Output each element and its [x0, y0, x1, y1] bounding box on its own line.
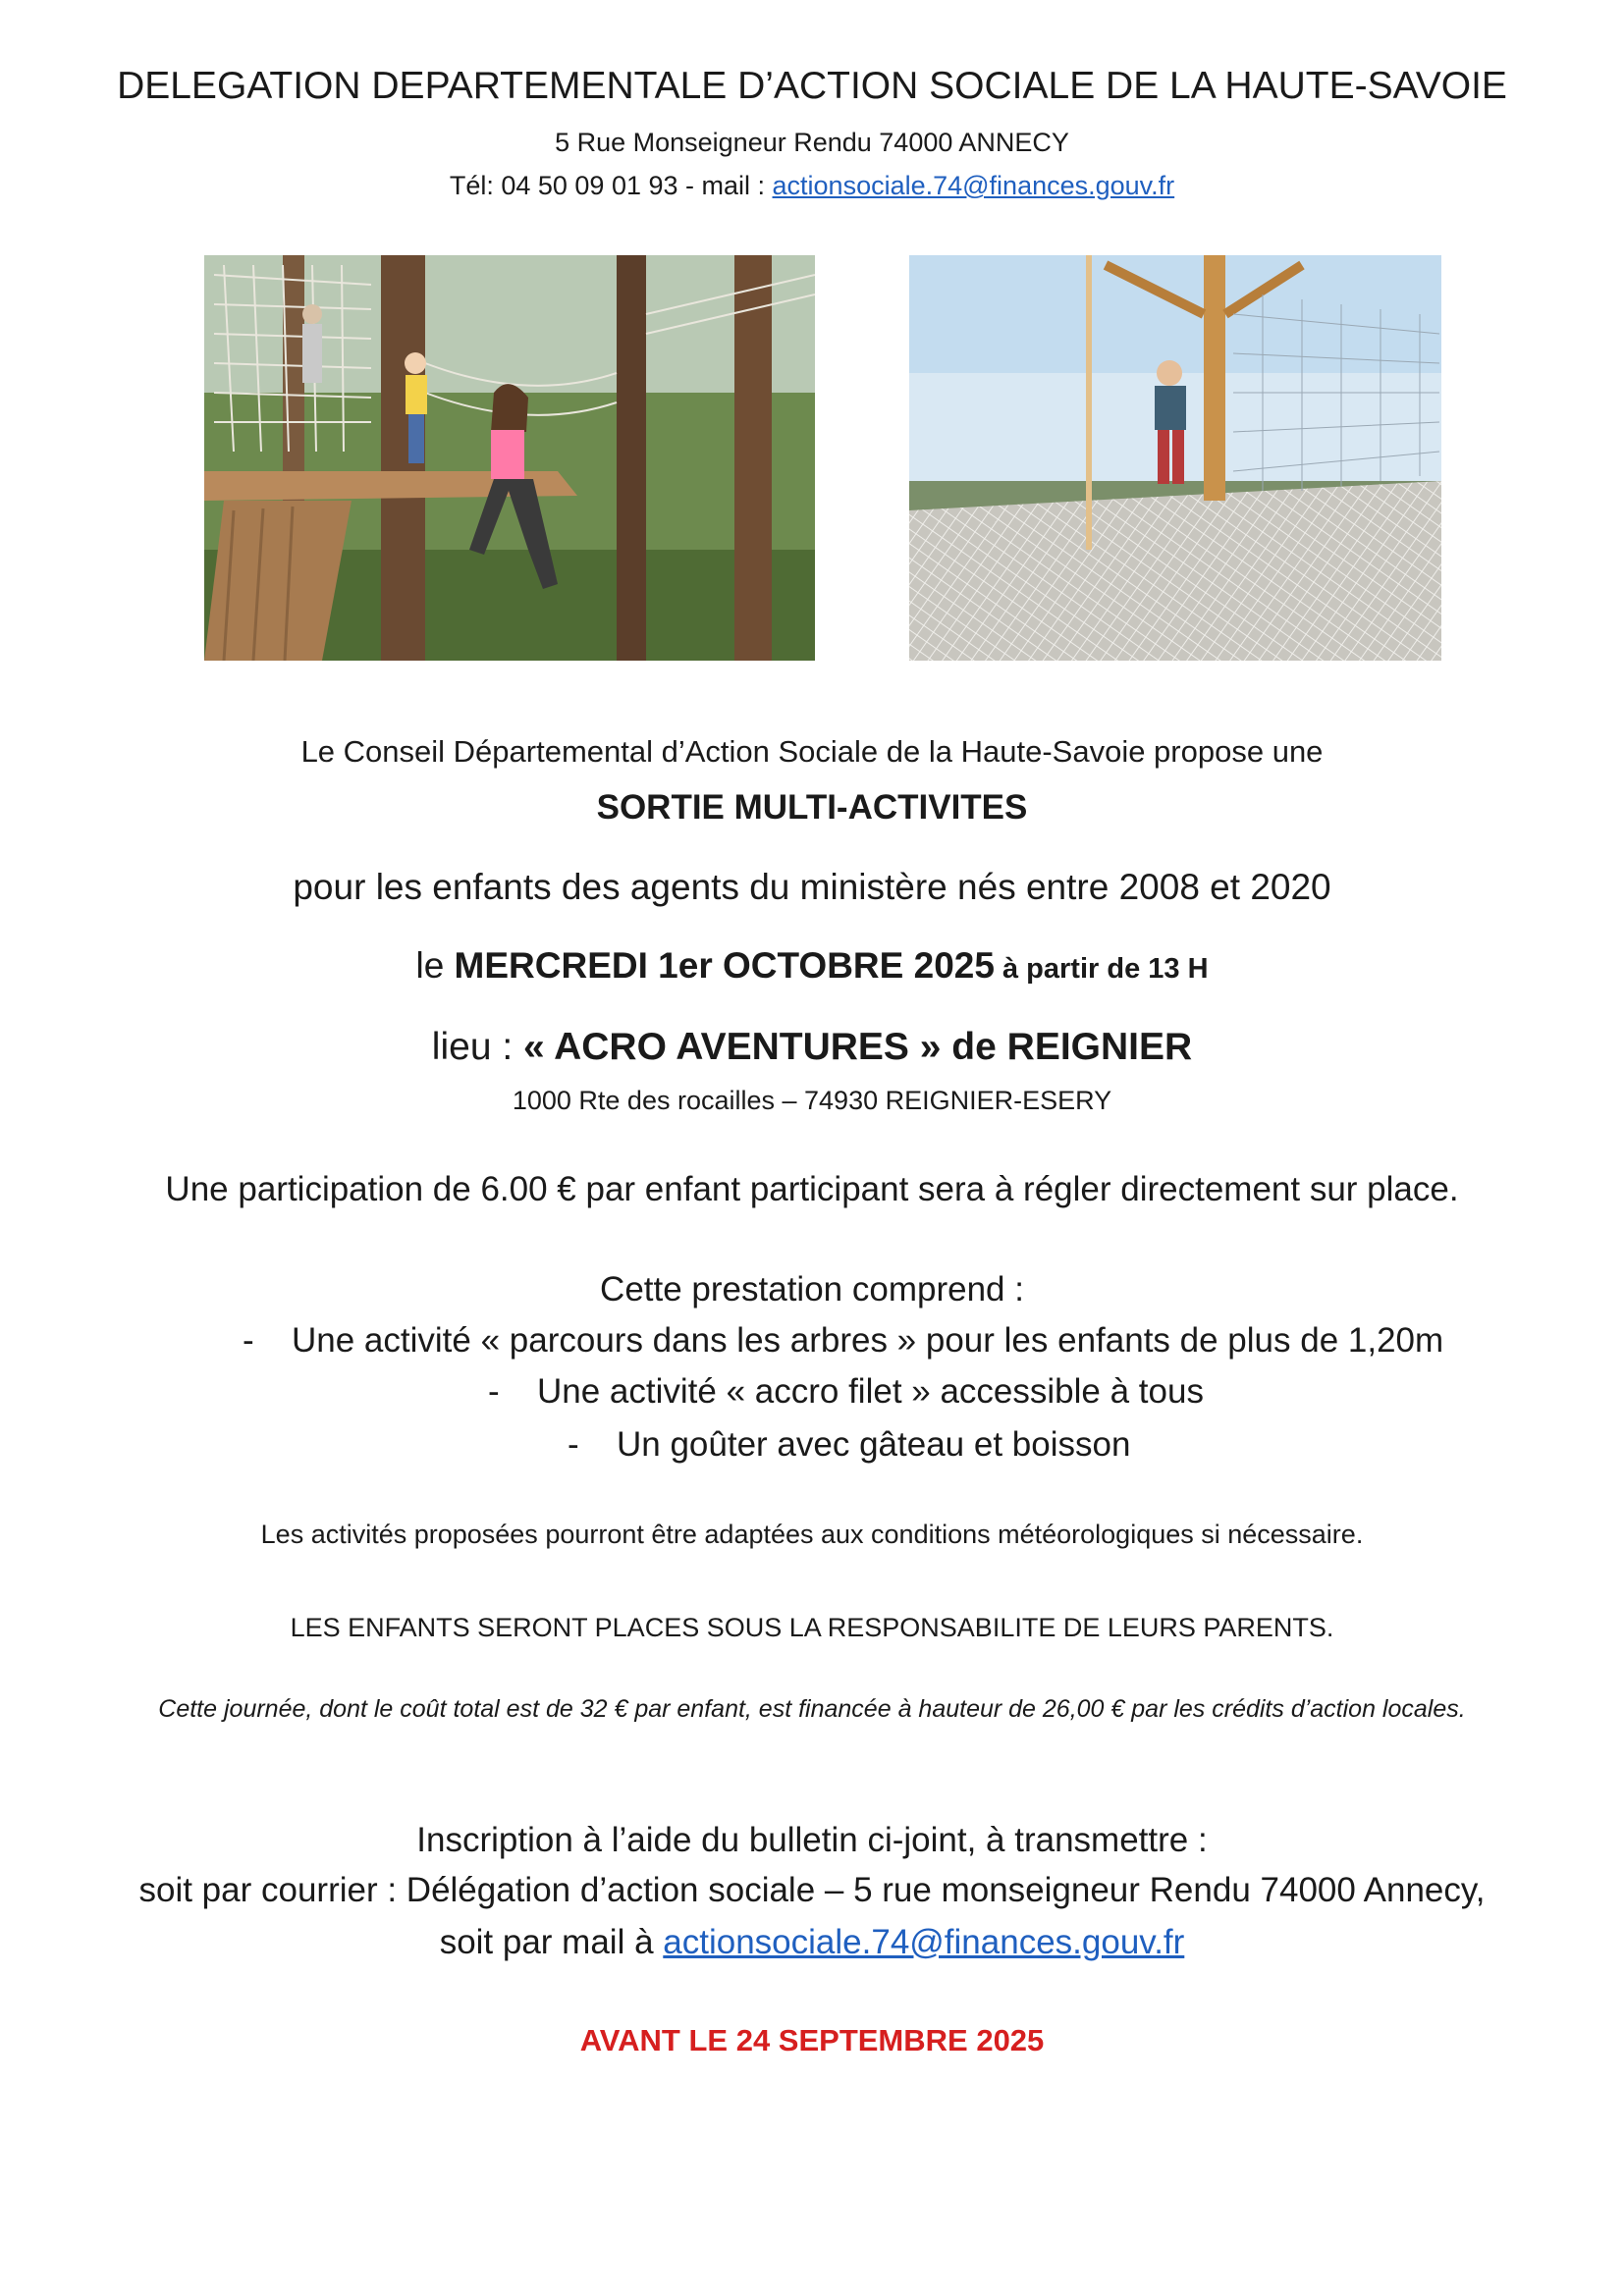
deadline-text: AVANT LE 24 SEPTEMBRE 2025 [579, 2023, 1045, 2057]
bullet-dash: - [568, 1425, 579, 1464]
registration-line-2: soit par courrier : Délégation d’action sociale – 5 rue monseigneur Rendu 74000 Annecy, [138, 1871, 1486, 1909]
registration-email-link[interactable]: actionsociale.74@finances.gouv.fr [663, 1923, 1185, 1961]
weather-note: Les activités proposées pourront être adaptées aux conditions météorologiques si nécessaire. [260, 1520, 1364, 1549]
header-email-link[interactable]: actionsociale.74@finances.gouv.fr [772, 171, 1175, 200]
venue-name: « ACRO AVENTURES » de REIGNIER [523, 1026, 1193, 1068]
header-title: DELEGATION DEPARTEMENTALE D’ACTION SOCIALE DE LA HAUTE-SAVOIE [117, 65, 1507, 107]
prestation-item [488, 1372, 1204, 1412]
bullet-dash: - [243, 1321, 254, 1360]
photo-net-trampoline [909, 255, 1441, 661]
intro-text: Le Conseil Départemental d’Action Sociale de la Haute-Savoie propose une [300, 734, 1324, 769]
event-date-prefix: le [415, 945, 455, 986]
registration-line-3 [0, 1923, 1624, 1962]
cost-note: Cette journée, dont le coût total est de 32 € par enfant, est financée à hauteur de 26,00 € par les crédits d’action locales. [158, 1695, 1466, 1723]
header-contact [0, 171, 1624, 201]
photo-treetop-course [204, 255, 815, 661]
event-date [0, 945, 1624, 987]
giant-net-trampoline-image [909, 255, 1441, 661]
registration-line-1: Inscription à l’aide du bulletin ci-joint, à transmettre : [416, 1821, 1208, 1859]
responsibility-note: LES ENFANTS SERONT PLACES SOUS LA RESPONSABILITE DE LEURS PARENTS. [290, 1613, 1334, 1642]
header-address: 5 Rue Monseigneur Rendu 74000 ANNECY [555, 128, 1069, 157]
event-title: SORTIE MULTI-ACTIVITES [596, 788, 1028, 827]
prestation-item-text: Une activité « accro filet » accessible à tous [537, 1372, 1204, 1411]
prestation-item [243, 1321, 1443, 1361]
venue-address: 1000 Rte des rocailles – 74930 REIGNIER-ESERY [512, 1086, 1112, 1115]
event-time: à partir de 13 H [994, 953, 1209, 985]
audience-text: pour les enfants des agents du ministère nés entre 2008 et 2020 [293, 867, 1331, 907]
prestation-item-text: Un goûter avec gâteau et boisson [617, 1425, 1131, 1464]
prestation-heading: Cette prestation comprend : [600, 1270, 1024, 1308]
registration-mail-prefix: soit par mail à [439, 1923, 664, 1961]
venue-prefix: lieu : [431, 1026, 524, 1068]
prestation-item [568, 1425, 1130, 1465]
prestation-item-text: Une activité « parcours dans les arbres » pour les enfants de plus de 1,20m [292, 1321, 1444, 1360]
header-contact-prefix: Tél: 04 50 09 01 93 - mail : [449, 171, 773, 200]
venue [0, 1026, 1624, 1069]
treetop-ropes-course-image [204, 255, 815, 661]
event-day: MERCREDI 1er OCTOBRE 2025 [454, 945, 995, 986]
participation-text: Une participation de 6.00 € par enfant participant sera à régler directement sur place. [165, 1170, 1459, 1208]
bullet-dash: - [488, 1372, 500, 1411]
